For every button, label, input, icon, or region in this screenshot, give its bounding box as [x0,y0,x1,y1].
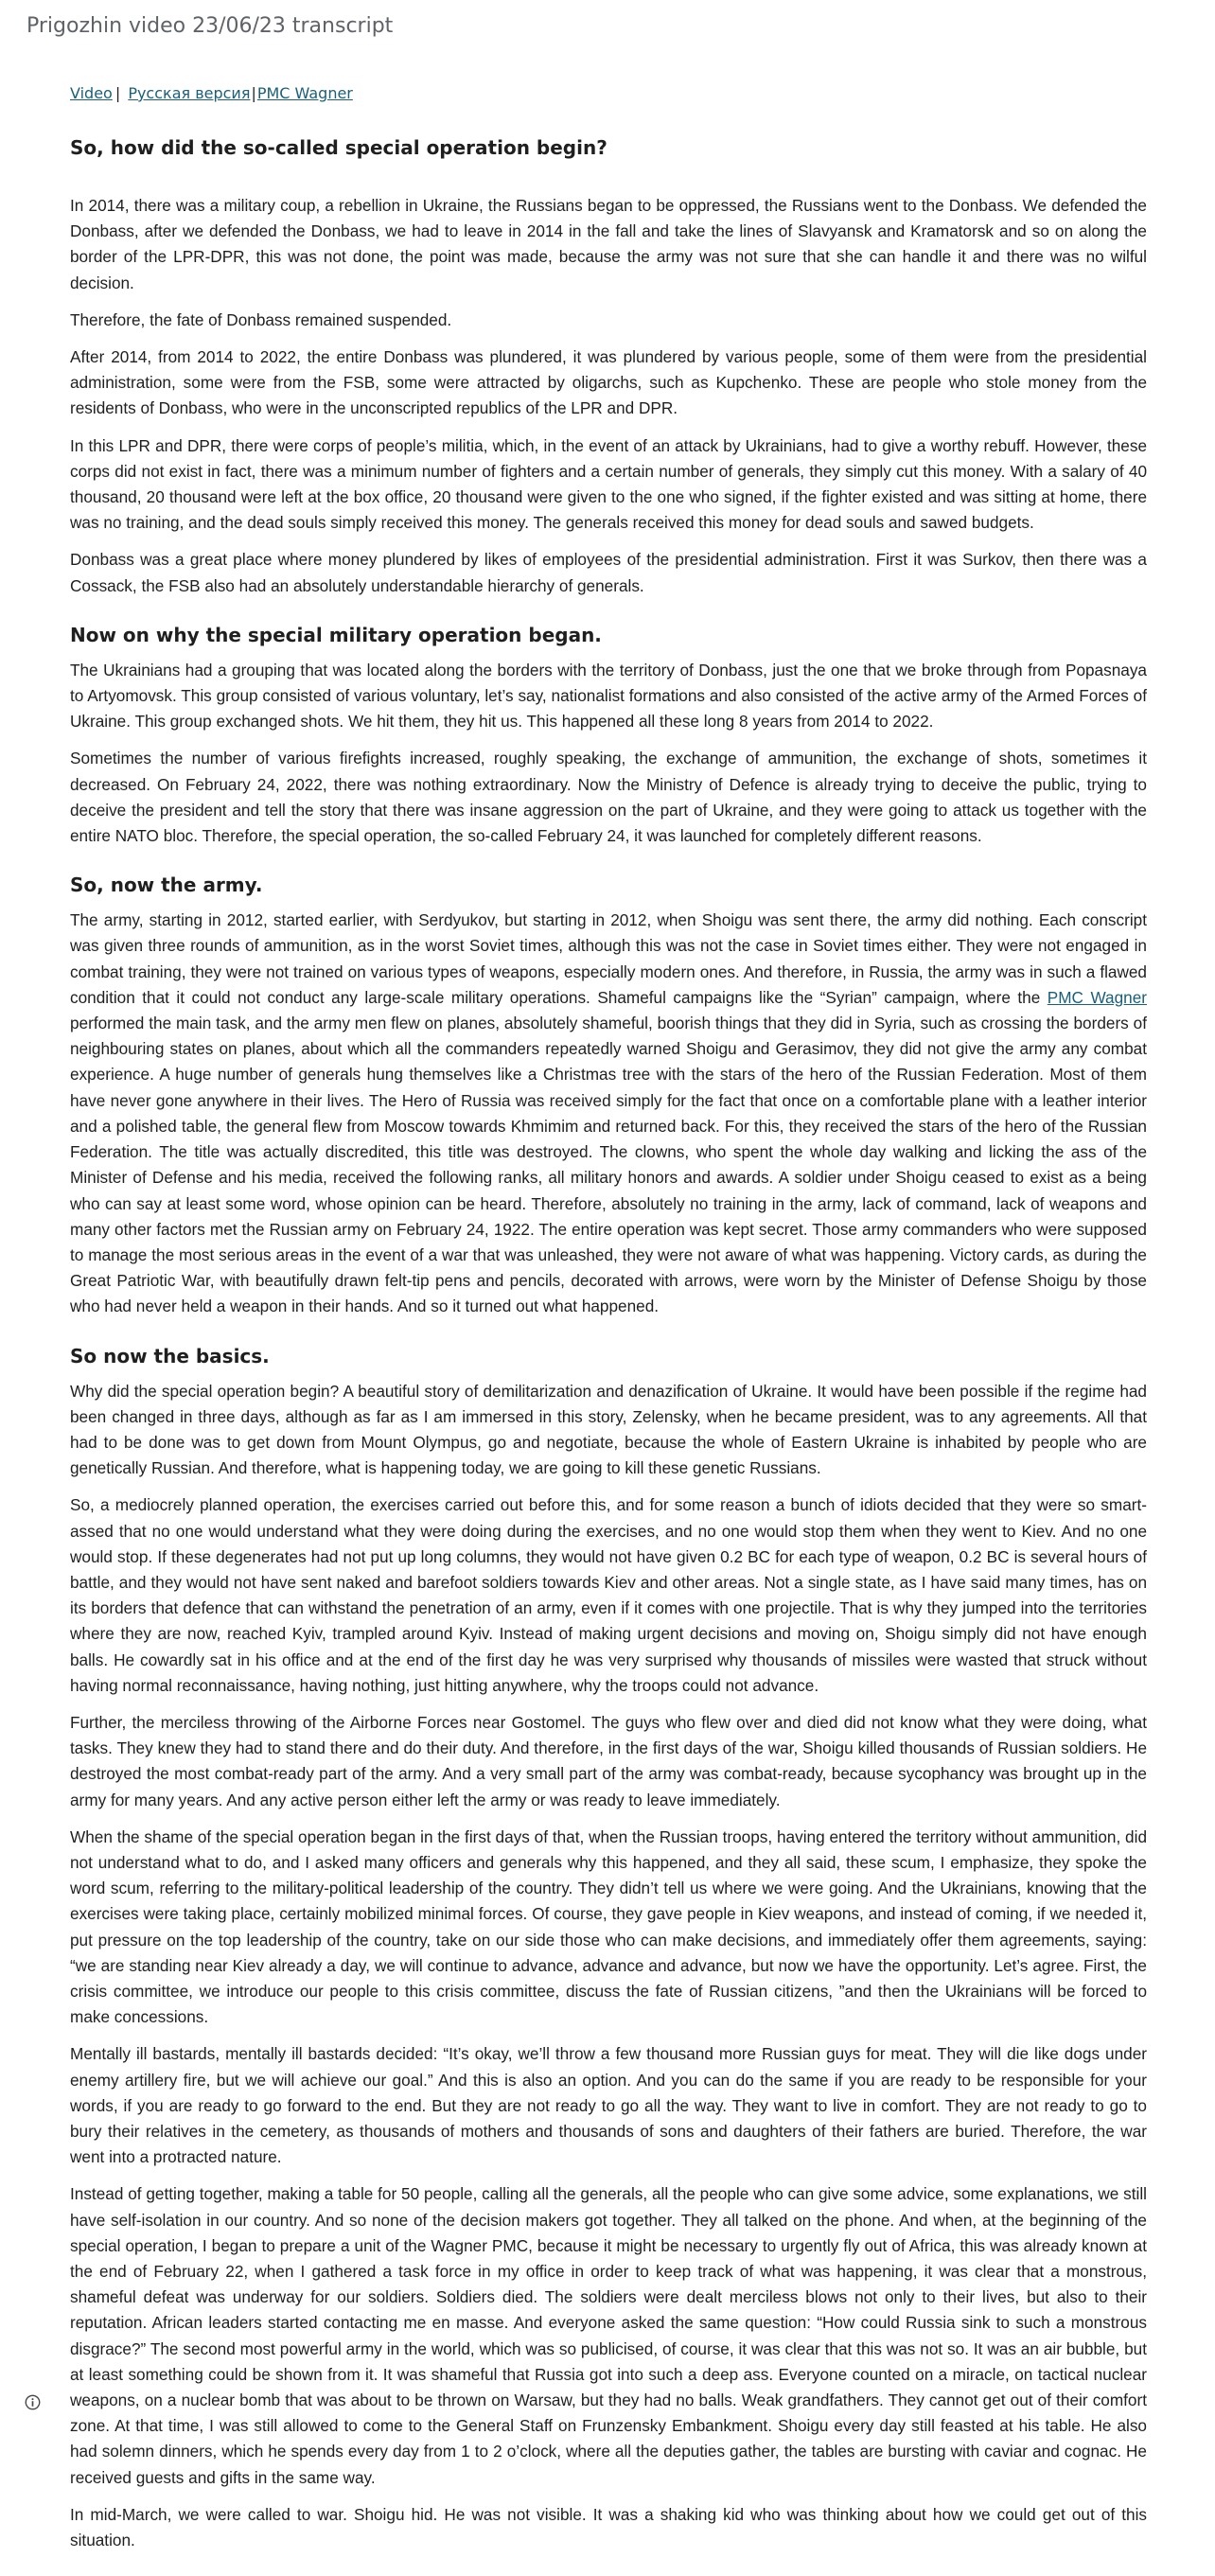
paragraph: Mentally ill bastards, mentally ill bastards decided: “It’s okay, we’ll throw a few thousand more Russian guys for meat. They will die like dogs under enemy artillery fire, but we will achieve our goal.” And this is also an option. And you can do the same if you are ready to be responsible for your words, if you are ready to go forward to the end. But they are not ready to go all the way. They want to live in comfort. They are not ready to go to bury their relatives in the cemetery, as thousands of mothers and thousands of sons and daughters of their fathers are buried. Therefore, the war went into a protracted nature. [70,2044,1147,2167]
section-why-it-began [70,622,1147,849]
paragraph: Instead of getting together, making a table for 50 people, calling all the generals, all the people who can give some advice, some explanations, we still have self-isolation in our country. And so none of the decision makers got together. They all talked on the phone. And when, at the beginning of the special operation, I began to prepare a unit of the Wagner PMC, because it might be necessary to urgently fly out of Africa, this was already known at the end of February 22, when I gathered a task force in my office in order to keep track of what was happening, it was clear that a monstrous, shameful defeat was underway for our soldiers. Soldiers died. The soldiers were dealt merciless blows not only to their lives, but also to their reputation. African leaders started contacting me en masse. And everyone asked the same question: “How could Russia sink to such a monstrous disgrace?” The second most powerful army in the world, which was so publicised, of course, it was clear that this was not so. It was an air bubble, but at least something could be shown from it. It was shameful that Russia got into such a deep ass. Everyone counted on a miracle, on tactical nuclear weapons, on a nuclear bomb that was about to be thrown on Warsaw, but they had no balls. Weak grandfathers. They cannot get out of their comfort zone. At that time, I was still allowed to come to the General Staff on Frunzensky Embankment. Shoigu every day still feasted at his table. He also had solemn dinners, which he spends every day from 1 to 2 o’clock, where all the deputies gather, the tables are bursting with caviar and cognac. He received guests and gifts in the same way. [70,2184,1147,2487]
paragraph-text: The army, starting in 2012, started earlier, with Serdyukov, but starting in 2012, when Shoigu was sent there, the army did nothing. Each conscript was given three rounds of ammunition, as in the worst Soviet times, although this was not the case in Soviet times either. They were not engaged in combat training, they were not trained on various types of weapons, especially modern ones. And therefore, in Russia, the army was in such a flawed condition that it could not conduct any large-scale military operations. Shameful campaigns like the “Syrian” campaign, where the [70,910,1147,1007]
paragraph: In mid-March, we were called to war. Shoigu hid. He was not visible. It was a shaking kid who was thinking about how we could get out of this situation. [70,2504,1147,2550]
paragraph: In 2014, there was a military coup, a rebellion in Ukraine, the Russians began to be oppressed, the Russians went to the Donbass. We defended the Donbass, after we defended the Donbass, we had to leave in 2014 in the fall and take the lines of Slavyansk and Kramatorsk and so on along the border of the LPR-DPR, this was not done, the point was made, because the army was not sure that she can handle it and there was no wilful decision. [70,196,1147,292]
video-link[interactable]: Video [70,84,113,102]
info-icon[interactable] [25,2394,41,2410]
paragraph: In this LPR and DPR, there were corps of people’s militia, which, in the event of an attack by Ukrainians, had to give a worthy rebuff. However, these corps did not exist in fact, there was a minimum number of fighters and a certain number of generals, they simply cut this money. With a salary of 40 thousand, 20 thousand were left at the box office, 20 thousand were given to the one who signed, if the fighter existed and was sitting at home, there was no training, and the dead souls simply received this money. The generals received this money for dead souls and sawed budgets. [70,435,1147,533]
nav-links [70,81,1147,106]
paragraph: The Ukrainians had a grouping that was located along the borders with the territory of Donbass, just the one that we broke through from Popasnaya to Artyomovsk. This group consisted of various voluntary, let’s say, nationalist formations and also consisted of the active army of the Armed Forces of Ukraine. This group exchanged shots. We hit them, they hit us. This happened all these long 8 years from 2014 to 2022. [70,660,1147,732]
section-the-basics [70,1343,1147,2554]
paragraph-text: performed the main task, and the army men flew on planes, absolutely shameful, boorish things that they did in Syria, such as crossing the borders of neighbouring states on planes, about which all the commanders repeatedly warned Shoigu and Gerasimov, they did not give the army any combat experience. A huge number of generals hung themselves like a Christmas tree with the stars of the hero of the Russian Federation. Most of them have never gone anywhere in their lives. The Hero of Russia was received simply for the fact that once on a comfortable plane with a leather interior and a polished table, the general flew from Moscow towards Khmimim and returned back. For this, they received the stars of the hero of the Russian Federation. The title was actually discredited, this title was destroyed. The clowns, who spent the whole day walking and licking the ass of the Minister of Defense and his media, received the following ranks, all military honors and awards. A soldier under Shoigu ceased to exist as a being who can say at least some word, whose opinion can be heard. Therefore, absolutely no training in the army, lack of command, lack of weapons and many other factors met the Russian army on February 24, 1922. The entire operation was kept secret. Those army commanders who were supposed to manage the most serious areas in the event of a war that was unleashed, they were not aware of what was happening. Victory cards, as during the Great Patriotic War, with beautifully drawn felt-tip pens and pencils, decorated with arrows, were worn by the Minister of Defense Shoigu by those who had never held a weapon in their hands. And so it turned out what happened. [70,1014,1147,1316]
transcript-content [70,81,1147,2576]
russian-version-link[interactable]: Русская версия [128,84,251,102]
page-title: Prigozhin video 23/06/23 transcript [26,14,394,38]
link-separator: | [251,84,256,102]
paragraph: Sometimes the number of various firefights increased, roughly speaking, the exchange of ammunition, the exchange of shots, sometimes it decreased. On February 24, 2022, there was nothing extraordinary. Now the Ministry of Defence is already trying to deceive the public, trying to deceive the president and tell the story that there was insane aggression on the part of Ukraine, and they were going to attack us together with the entire NATO bloc. Therefore, the special operation, the so-called February 24, it was launched for completely different reasons. [70,749,1147,846]
paragraph: Further, the merciless throwing of the Airborne Forces near Gostomel. The guys who flew over and died did not know what they were doing, what tasks. They knew they had to stand there and do their duty. And therefore, in the first days of the war, Shoigu killed thousands of Russian soldiers. He destroyed the most combat-ready part of the army. And a very small part of the army was combat-ready, because sycophancy was brought up in the army for many years. And any active person either left the army or was ready to leave immediately. [70,1712,1147,1809]
pmc-wagner-link[interactable]: PMC Wagner [256,84,353,102]
link-separator: | [114,84,121,102]
paragraph: So, a mediocrely planned operation, the exercises carried out before this, and for some reason a bunch of idiots decided that they were so smart-assed that no one would understand what they were doing during the exercises, and no one would stop them when they went to Kiev. And no one would stop. If these degenerates had not put up long columns, they would not have given 0.2 BC for each type of weapon, 0.2 BC is several hours of battle, and they would not have sent naked and barefoot soldiers towards Kiev and other areas. Not a single state, as I have said many times, has on its borders that defence that can withstand the penetration of an army, even if it comes with one projectile. That is why they jumped into the territories where they are now, reached Kyiv, trampled around Kyiv. Instead of making urgent decisions and moving on, Shoigu simply did not have enough balls. He cowardly sat in his office and at the end of the first day he was very surprised why thousands of missiles were wasted that struck without having normal reconnaissance, having nothing, just hitting anywhere, why the troops could not advance. [70,1495,1147,1695]
section-heading: So, how did the so-called special operation begin? [70,136,608,159]
section-heading: So now the basics. [70,1344,270,1367]
section-how-it-began [70,134,1147,599]
paragraph: Donbass was a great place where money plundered by likes of employees of the presidential administration. First it was Surkov, then there was a Cossack, the FSB also had an absolutely understandable hierarchy of generals. [70,550,1147,595]
paragraph [70,908,1147,1319]
paragraph: After 2014, from 2014 to 2022, the entire Donbass was plundered, it was plundered by various people, some of them were from the presidential administration, some were from the FSB, some were attracted by oligarchs, such as Kupchenko. These are people who stole money from the residents of Donbass, who were in the unconscripted republics of the LPR and DPR. [70,347,1147,418]
section-the-army [70,872,1147,1319]
paragraph: Why did the special operation begin? A beautiful story of demilitarization and denazification of Ukraine. It would have been possible if the regime had been changed in three days, although as far as I am immersed in this story, Zelensky, when he became president, was to any agreements. All that had to be done was to get down from Mount Olympus, go and negotiate, because the whole of Eastern Ukraine is inhabited by people who are genetically Russian. And therefore, what is happening today, we are going to kill these genetic Russians. [70,1381,1147,1478]
paragraph: Therefore, the fate of Donbass remained suspended. [70,309,452,329]
paragraph: When the shame of the special operation began in the first days of that, when the Russian troops, having entered the territory without ammunition, did not understand what to do, and I asked many officers and generals why this happened, and they all said, these scum, I emphasize, they spoke the word scum, referring to the military-political leadership of the country. They didn’t tell us where we were going. And the Ukrainians, knowing that the exercises were taking place, certainly mobilized minimal forces. Of course, they gave people in Kiev weapons, and instead of coming, if we needed it, put pressure on the top leadership of the country, take on our side those who can make decisions, and immediately offer them agreements, saying: “we are standing near Kiev already a day, we will continue to advance, advance and advance, but now we have the opportunity. Let’s agree. First, the crisis committee, we introduce our people to this crisis committee, discuss the fate of Russian citizens, ”and then the Ukrainians will be forced to make concessions. [70,1826,1147,2027]
section-heading: Now on why the special military operation began. [70,623,602,646]
pmc-wagner-inline-link[interactable]: PMC Wagner [1047,987,1147,1007]
section-heading: So, now the army. [70,873,263,897]
